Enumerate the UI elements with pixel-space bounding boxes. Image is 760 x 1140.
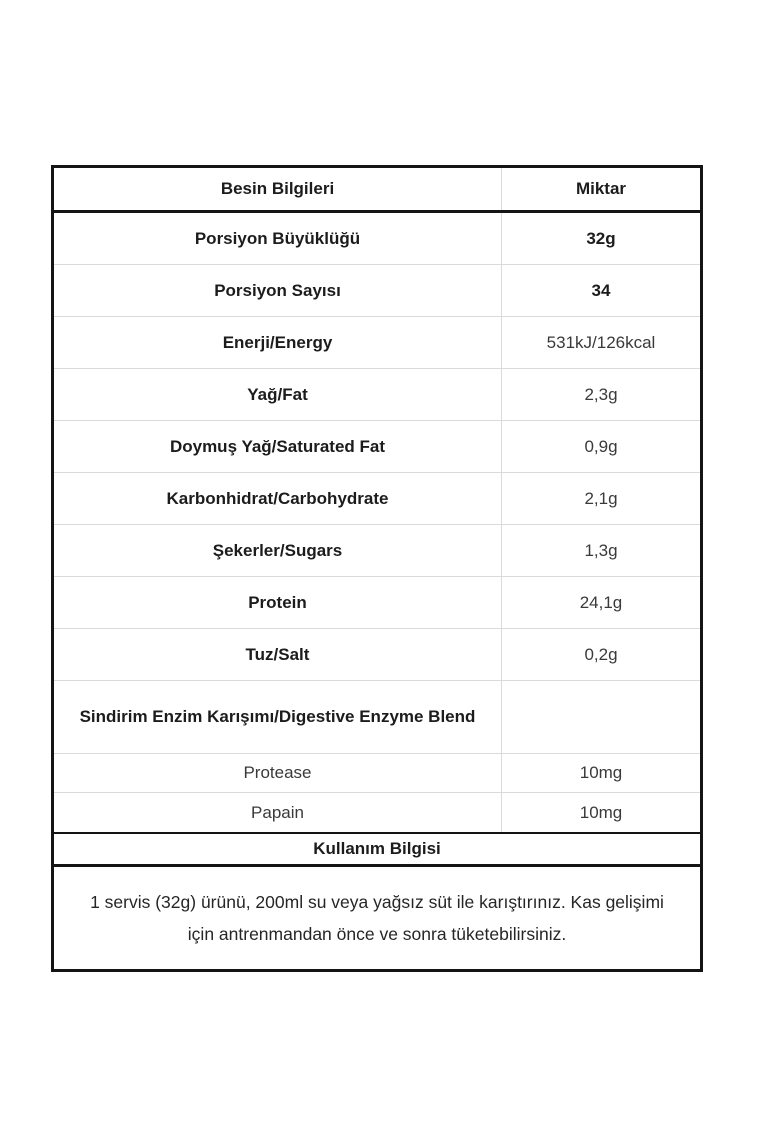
row-value: 2,3g [501,369,700,420]
row-value: 10mg [501,754,700,792]
table-row [54,525,700,577]
table-row [54,681,700,754]
table-row [54,265,700,317]
row-label: Yağ/Fat [247,384,308,404]
usage-section-title: Kullanım Bilgisi [54,832,700,867]
row-value: 0,9g [501,421,700,472]
row-label: Karbonhidrat/Carbohydrate [166,488,389,508]
row-label: Doymuş Yağ/Saturated Fat [169,436,386,456]
header-amount: Miktar [501,168,700,210]
table-header-row [54,168,700,213]
table-row [54,473,700,525]
nutrition-table [51,165,703,972]
table-row [54,629,700,681]
row-value: 24,1g [501,577,700,628]
row-label: Tuz/Salt [245,644,310,664]
row-label: Enerji/Energy [222,332,333,352]
table-row [54,793,700,832]
row-value: 2,1g [501,473,700,524]
row-value: 10mg [501,793,700,832]
row-label: Protein [248,592,307,612]
row-value: 531kJ/126kcal [501,317,700,368]
row-value: 0,2g [501,629,700,680]
row-value: 34 [501,265,700,316]
row-label: Şekerler/Sugars [212,540,343,560]
row-value [501,681,700,753]
row-label: Sindirim Enzim Karışımı/Digestive Enzyme Blend [79,707,476,727]
row-value: 1,3g [501,525,700,576]
table-row [54,213,700,265]
table-row [54,754,700,793]
row-label: Papain [251,802,304,822]
row-label: Porsiyon Sayısı [214,280,341,300]
table-row [54,577,700,629]
table-row [54,421,700,473]
usage-instructions-text: 1 servis (32g) ürünü, 200ml su veya yağsız süt ile karıştırınız. Kas gelişimi için antrenmandan önce ve sonra tüketebilirsiniz. [90,891,664,944]
table-row [54,369,700,421]
header-nutrition-info: Besin Bilgileri [220,179,335,199]
row-value: 32g [501,213,700,264]
row-label: Porsiyon Büyüklüğü [194,228,361,248]
row-label: Protease [243,763,312,783]
nutrition-rows [54,213,700,832]
table-row [54,317,700,369]
